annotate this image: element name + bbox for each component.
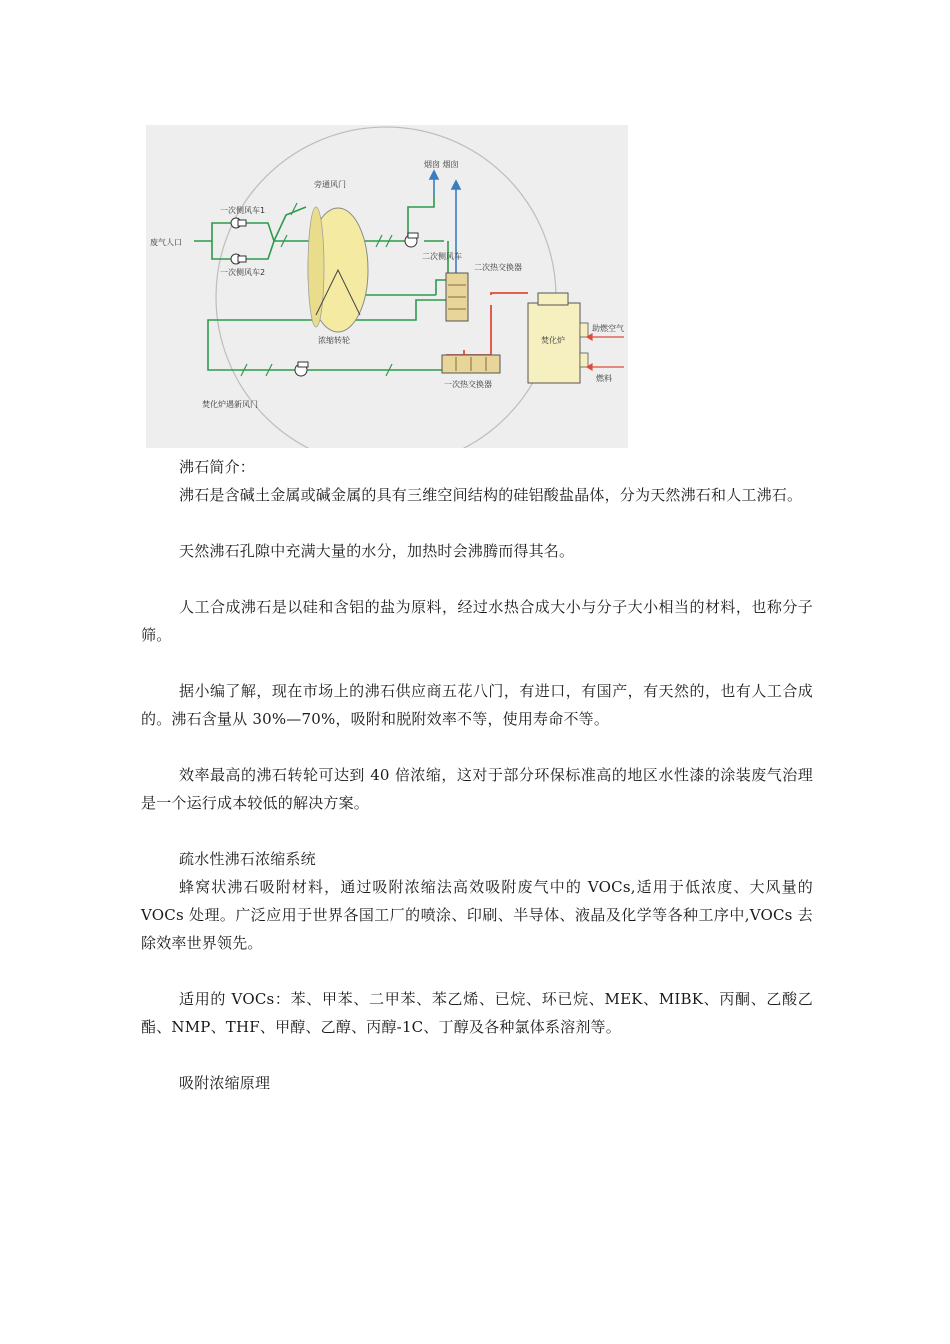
paragraph-zeolite-definition: 沸石是含碱土金属或碱金属的具有三维空间结构的硅铝酸盐晶体，分为天然沸石和人工沸石。 [179,486,803,504]
heading-zeolite-intro: 沸石简介： [179,458,256,476]
label-stack: 烟囱 烟囱 [424,160,459,169]
article-body [141,453,813,1097]
label-fresh-air-damper: 焚化炉遇新风门 [202,400,258,409]
label-hx1: 一次热交换器 [444,380,492,389]
heading-adsorption-principle: 吸附浓缩原理 [179,1074,271,1092]
paragraph-efficiency: 效率最高的沸石转轮可达到 40 倍浓缩，这对于部分环保标准高的地区水性漆的涂装废气治理是一个运行成本较低的解决方案。 [141,766,813,812]
label-inlet: 废气人口 [150,238,182,247]
paragraph-honeycomb-material: 蜂窝状沸石吸附材料，通过吸附浓缩法高效吸附废气中的 VOCs,适用于低浓度、大风量的 VOCs 处理。广泛应用于世界各国工厂的喷涂、印刷、半导体、液晶及化学等各种工序中,VOCs 去除效率世界领先。 [141,878,813,952]
paragraph-market-suppliers: 据小编了解，现在市场上的沸石供应商五花八门，有进口，有国产，有天然的，也有人工合成的。沸石含量从 30%—70%，吸附和脱附效率不等，使用寿命不等。 [141,682,813,728]
primary-fan-1 [231,218,246,228]
label-fan2: 二次侧风车 [422,252,462,261]
primary-heat-exchanger [442,355,500,373]
process-diagram [146,125,628,448]
secondary-heat-exchanger [446,273,468,321]
label-rotor: 浓缩转轮 [318,336,350,345]
paragraph-synthetic-zeolite: 人工合成沸石是以硅和含铝的盐为原料，经过水热合成大小与分子大小相当的材料，也称分子筛。 [141,598,813,644]
label-fan1-top: 一次侧风车1 [220,206,266,215]
label-fuel: 燃料 [596,374,612,383]
label-bypass-damper: 旁通风门 [314,180,346,189]
paragraph-applicable-vocs: 适用的 VOCs：苯、甲苯、二甲苯、苯乙烯、已烷、环已烷、MEK、MIBK、丙酮、乙酸乙酯、NMP、THF、甲醇、乙醇、丙醇-1C、丁醇及各种氯体系溶剂等。 [141,990,813,1036]
label-fan1-bottom: 一次侧风车2 [220,268,266,277]
process-diagram-svg [146,125,628,448]
label-incinerator: 焚化炉 [541,336,565,345]
label-combustion-air: 助燃空气 [592,324,624,333]
heading-hydrophobic-system: 疏水性沸石浓缩系统 [179,850,316,868]
label-hx2: 二次热交换器 [474,263,522,272]
primary-fan-2 [231,254,246,264]
paragraph-natural-zeolite: 天然沸石孔隙中充满大量的水分，加热时会沸腾而得其名。 [179,542,575,560]
